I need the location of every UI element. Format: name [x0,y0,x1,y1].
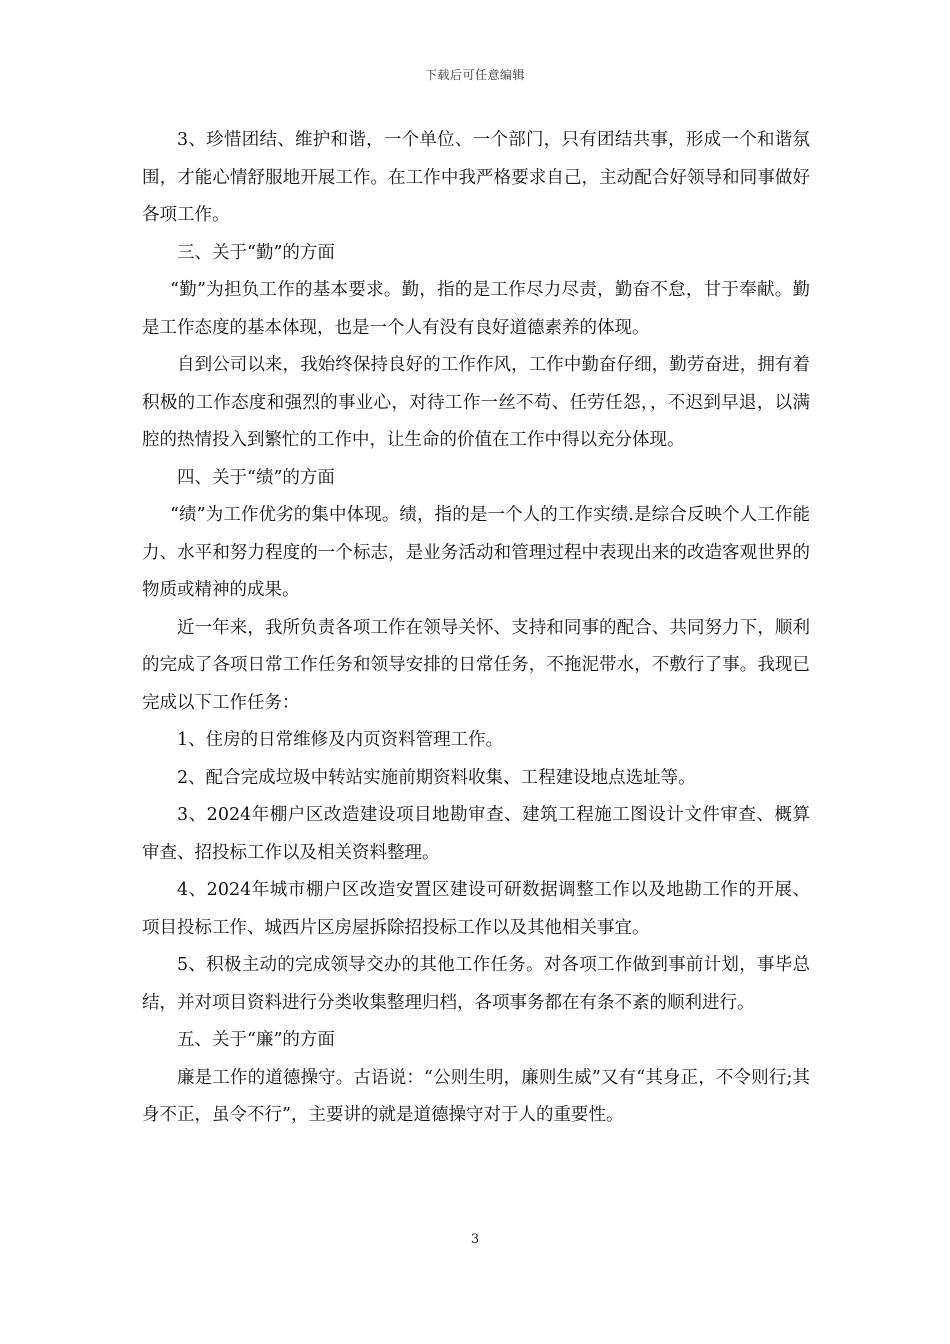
document-body [142,122,810,1135]
list-item-task-4: 4、2024年城市棚户区改造安置区建设可研数据调整工作以及地勘工作的开展、项目投标工作、城西片区房屋拆除招投标工作以及其他相关事宜。 [142,880,810,938]
paragraph-diligence-self: 自到公司以来，我始终保持良好的工作作风，工作中勤奋仔细，勤劳奋进，拥有着积极的工作态度和强烈的事业心，对待工作一丝不苟、任劳任怨，，不迟到早退，以满腔的热情投入到繁忙的工作中，让生命的价值在工作中得以充分体现。 [142,355,810,450]
list-item-task-3: 3、2024年棚户区改造建设项目地勘审查、建筑工程施工图设计文件审查、概算审查、招投标工作以及相关资料整理。 [142,805,810,863]
header-note: 下载后可任意编辑 [424,68,525,82]
section-heading-diligence: 三、关于“勤”的方面 [177,242,335,263]
list-item-task-5: 5、积极主动的完成领导交办的其他工作任务。对各项工作做到事前计划，事毕总结，并对项目资料进行分类收集整理归档，各项事务都在有条不紊的顺利进行。 [142,955,810,1013]
section-heading-integrity: 五、关于“廉”的方面 [177,1030,335,1050]
paragraph-performance-definition: “绩”为工作优劣的集中体现。绩，指的是一个人的工作实绩.是综合反映个人工作能力、水平和努力程度的一个标志，是业务活动和管理过程中表现出来的改造客观世界的物质或精神的成果。 [142,505,810,600]
paragraph-unity: 3、珍惜团结、维护和谐，一个单位、一个部门，只有团结共事，形成一个和谐氛围，才能心情舒服地开展工作。在工作中我严格要求自己，主动配合好领导和同事做好各项工作。 [142,130,810,225]
list-item-task-2: 2、配合完成垃圾中转站实施前期资料收集、工程建设地点选址等。 [177,767,696,788]
paragraph-diligence-definition: “勤”为担负工作的基本要求。勤，指的是工作尽力尽责，勤奋不怠，甘于奉献。勤是工作态度的基本体现，也是一个人有没有良好道德素养的体现。 [142,280,810,338]
section-heading-performance: 四、关于“绩”的方面 [177,467,335,488]
paragraph-integrity-definition: 廉是工作的道德操守。古语说：“公则生明，廉则生威”又有“其身正，不令则行;其身不正，虽令不行”，主要讲的就是道德操守对于人的重要性。 [142,1067,810,1125]
page-number: 3 [470,1232,480,1247]
list-item-task-1: 1、住房的日常维修及内页资料管理工作。 [177,730,504,750]
paragraph-performance-summary: 近一年来，我所负责各项工作在领导关怀、支持和同事的配合、共同努力下，顺利的完成了各项日常工作任务和领导安排的日常任务，不拖泥带水，不敷行了事。我现已完成以下工作任务： [142,617,810,713]
